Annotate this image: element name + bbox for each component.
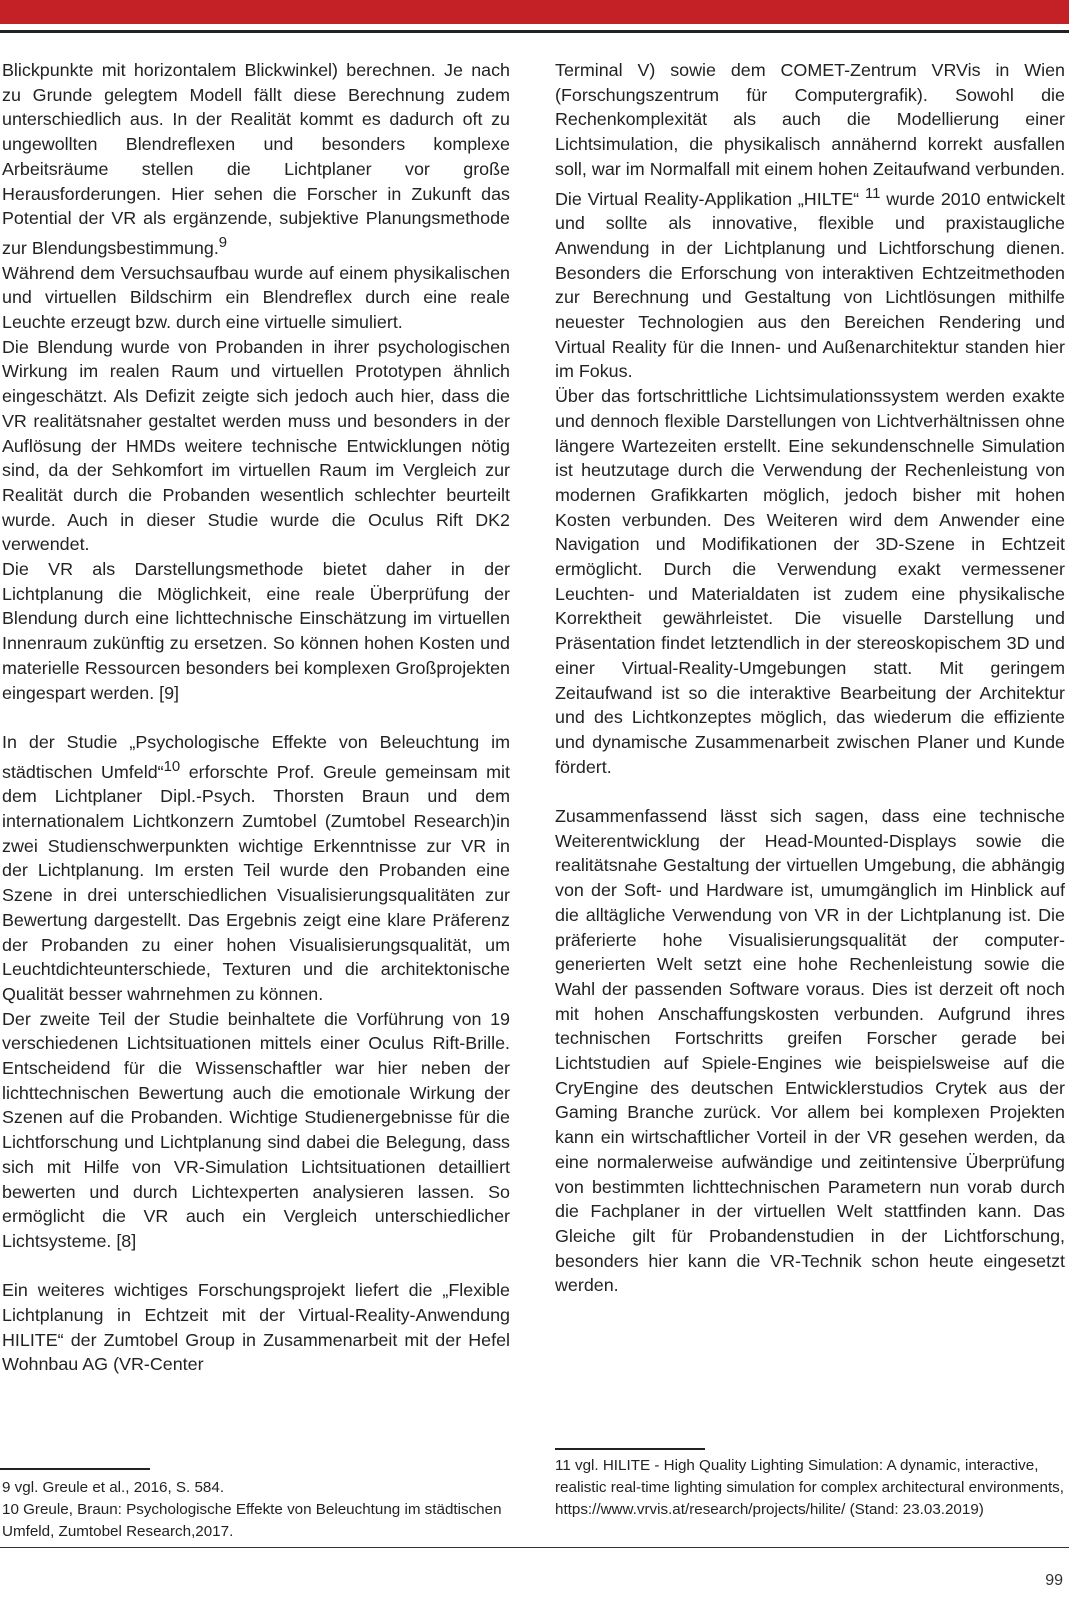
paragraph: Zusammenfassend lässt sich sagen, dass eine technische Weiterentwicklung der Head-Mounted-Displays sowie die realitätsnahe Gestaltung der virtuellen Umgebung, die abhängig von der Soft- und Hardware ist, umumgänglich im Hinblick auf die alltägliche Verwendung von VR in der Lichtplanung ist. Die präferierte hohe Visualisierungsqualität der computer-generierten Welt setzt eine hohe Rechenleistung sowie die Wahl der passenden Software voraus. Dies ist derzeit oft noch mit hohen Anschaffungskosten verbunden. Aufgrund ihres technischen Fortschritts greifen Forscher gerade bei Lichtstudien auf Spiele-Engines wie beispielsweise auf die CryEngine des deutschen Entwicklerstudios Crytek aus der Gaming Branche zurück. Vor allem bei komplexen Projekten kann ein wirtschaftlicher Vorteil in der VR gesehen werden, da eine normalerweise aufwändige und zeitintensive Überprüfung von bestimmten lichttechnischen Parametern nun vorab durch die Fachplaner in der virtuellen Welt stattfinden kann. Das Gleiche gilt für Probandenstudien in der Lichtforschung, besonders hier kann die VR-Technik schon heute eingesetzt werden. xyxy=(555,806,1065,1296)
footnote-10: 10 Greule, Braun: Psychologische Effekte von Beleuchtung im städtischen Umfeld, Zumtobel Research,2017. xyxy=(2,1501,502,1540)
page-number: 99 xyxy=(1045,1572,1063,1589)
paragraph: Ein weiteres wichtiges Forschungsprojekt liefert die „Flexible Lichtplanung in Echtzeit mit der Virtual-Reality-Anwendung HILITE“ der Zumtobel Group in Zusammenarbeit mit der Hefel Wohnbau AG (VR-Center xyxy=(2,1280,510,1375)
right-column xyxy=(555,58,1065,1298)
header-rule xyxy=(0,30,1069,33)
footnote-ref-11: 11 xyxy=(864,185,881,202)
paragraph: Der zweite Teil der Studie beinhaltete die Vorführung von 19 verschiedenen Lichtsituationen mittels einer Oculus Rift-Brille. Entscheidend für die Wissenschaftler war hier neben der lichttechnischen Bewertung auch die emotionale Wirkung der Szenen auf die Probanden. Wichtige Studienergebnisse für die Lichtforschung und Lichtplanung sind dabei die Belegung, dass sich mit Hilfe von VR-Simulation Lichtsituationen detailliert bewerten und durch Lichtexperten analysieren lassen. So ermöglicht die VR auch ein Vergleich unterschiedlicher Lichtsysteme. [8] xyxy=(2,1008,510,1251)
header-accent-bar xyxy=(0,0,1069,24)
paragraph: Die Blendung wurde von Probanden in ihrer psychologischen Wirkung im realen Raum und virtuellen Prototypen ähnlich eingeschätzt. Als Defizit zeigte sich jedoch auch hier, dass die VR realitätsnaher gestaltet werden muss und besonders in der Auflösung der HMDs weitere technische Entwicklungen nötig sind, da der Sehkomfort im virtuellen Raum im Vergleich zur Realität durch die Probanden wesentlich schlechter beurteilt wurde. Auch in dieser Studie wurde die Oculus Rift DK2 verwendet. xyxy=(2,336,510,555)
footnote-ref-10: 10 xyxy=(163,758,181,775)
paragraph: Blickpunkte mit horizontalem Blickwinkel) berechnen. Je nach zu Grunde gelegtem Modell fällt diese Berechnung zudem unterschiedlich aus. In der Realität kommt es dadurch oft zu ungewollten Blendreflexen und besonders komplexe Arbeitsräume stellen die Lichtplaner vor große Herausforderungen. Hier sehen die Forscher in Zukunft das Potential der VR als ergänzende, subjektive Planungsmethode zur Blendungsbestimmung.$^9$ xyxy=(2,60,510,258)
footnote-11: 11 vgl. HILITE - High Quality Lighting Simulation: A dynamic, interactive, realistic real-time lighting simulation for complex architectural environments, https://www.vrvis.at/research/projects/hilite/ (Stand: 23.03.2019) xyxy=(555,1457,1064,1518)
footnote-rule xyxy=(555,1448,705,1450)
paragraph: Über das fortschrittliche Lichtsimulationssystem werden exakte und dennoch flexible Darstellungen von Lichtverhältnissen ohne längere Wartezeiten erstellt. Eine sekundenschnelle Simulation ist heutzutage durch die Verwendung der Rechenleistung von modernen Grafikkarten möglich, jedoch bisher mit hohen Kosten verbunden. Des Weiteren wird dem Anwender eine Navigation und Modifikationen der 3D-Szene in Echtzeit ermöglicht. Durch die Verwendung exakt vermessener Leuchten- und Materialdaten ist zudem eine physikalische Korrektheit gewährleistet. Die visuelle Darstellung und Präsentation findet letztendlich in der stereoskopischem 3D und einer Virtual-Reality-Umgebungen statt. Mit geringem Zeitaufwand ist so die interaktive Bearbeitung der Architektur und des Lichtkonzeptes möglich, das wiederum die effiziente und dynamische Zusammenarbeit zwischen Planer und Kunde fördert. xyxy=(555,386,1065,777)
paragraph: Die VR als Darstellungsmethode bietet daher in der Lichtplanung die Möglichkeit, eine reale Überprüfung der Blendung durch eine lichttechnische Einschätzung im virtuellen Innenraum zukünftig zu ersetzen. So können hohen Kosten und materielle Ressourcen besonders bei komplexen Großprojekten eingespart werden. [9] xyxy=(2,559,510,703)
footnotes-left xyxy=(2,1477,512,1543)
left-column xyxy=(2,58,510,1377)
paragraph: Terminal V) sowie dem COMET-Zentrum VRVis in Wien (Forschungszentrum für Computergrafik). Sowohl die Rechenkomplexität als auch die Modellierung einer Lichtsimulation, die physikalisch annähernd korrekt ausfallen soll, war im Normalfall mit einem hohen Zeitaufwand verbunden. Die Virtual Reality-Applikation „HILTE“ $^{11}$ wurde 2010 entwickelt und sollte als innovative, flexible und praxistaugliche Anwendung in der Lichtplanung und Lichtforschung dienen. Besonders die Erforschung von interaktiven Echtzeitmethoden zur Berechnung und Gestaltung von Lichtlösungen mithilfe neuester Technologien aus den Bereichen Rendering und Virtual Reality für die Innen- und Außenarchitektur standen hier im Fokus. xyxy=(555,60,1065,382)
footnote-ref-9: 9 xyxy=(218,234,228,251)
paragraph: In der Studie „Psychologische Effekte von Beleuchtung im städtischen Umfeld“$^{10}$ erforschte Prof. Greule gemeinsam mit dem Lichtplaner Dipl.-Psych. Thorsten Braun und dem internationalem Lichtkonzern Zumtobel (Zumtobel Research)in zwei Studienschwerpunkten wichtige Erkenntnisse zur VR in der Lichtplanung. Im ersten Teil wurde den Probanden eine Szene in drei unterschiedlichen Visualisierungsqualitäten zur Bewertung dargestellt. Das Ergebnis zeigt eine klare Präferenz der Probanden zu einer hohen Visualisierungsqualität, um Leuchtdichteunterschiede, Texturen und die architektonische Qualität besser wahrnehmen zu können. xyxy=(2,731,510,1004)
footnotes-right xyxy=(555,1455,1065,1521)
footnote-rule xyxy=(0,1468,150,1470)
footer-rule xyxy=(0,1547,1069,1548)
footnote-9: 9 vgl. Greule et al., 2016, S. 584. xyxy=(2,1479,225,1496)
paragraph: Während dem Versuchsaufbau wurde auf einem physikalischen und virtuellen Bildschirm ein Blendreflex durch eine reale Leuchte erzeugt bzw. durch eine virtuelle simuliert. xyxy=(2,262,510,332)
